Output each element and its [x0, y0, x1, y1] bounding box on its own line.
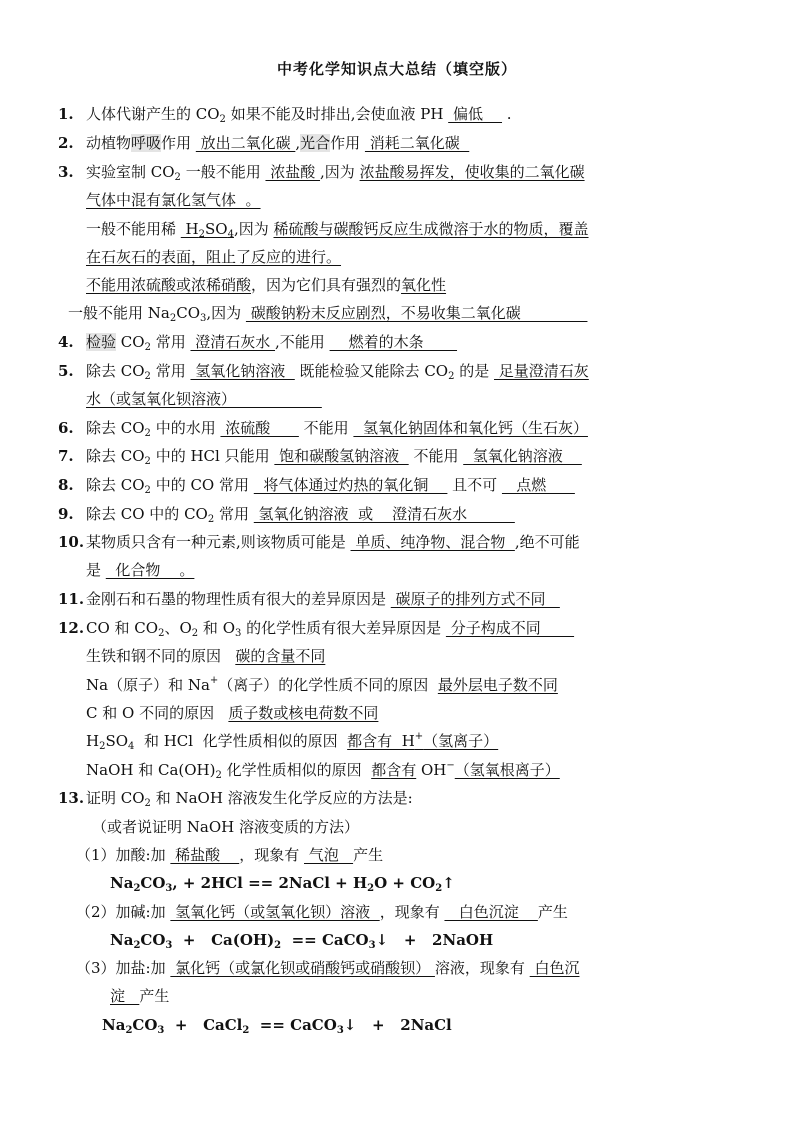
equation-3: $Na_2CO_3$ + CaCl$_2$ == CaCO$_3$↓ + 2NaCl: [102, 1016, 452, 1036]
method-1: （1）加酸:加 稀盐酸 ，现象有 气泡 产生: [76, 846, 384, 864]
item-5-cont: 水（或氢氧化钡溶液）: [86, 390, 322, 408]
page-title: 中考化学知识点大总结（填空版）: [276, 60, 517, 78]
item-3d: 一般不能用 $Na_2CO_3$,因为 碳酸钠粉末反应剧烈，不易收集二氧化碳: [68, 304, 588, 324]
item-12-co: C 和 O 不同的原因 质子数或核电荷数不同: [86, 704, 379, 722]
equation-2: $Na_2CO_3 + Ca(OH)_2$ == CaCO$_3$↓ + 2NaOH: [110, 931, 494, 951]
item-12-base: NaOH 和 $Ca(OH)_2$ 化学性质相似的原因 都含有 OH−（氢氧根离子）: [86, 760, 560, 781]
item-3c: 不能用浓硫酸或浓稀硝酸，因为它们具有强烈的氧化性: [86, 276, 447, 294]
item-12-acid: $H_2SO_4$ 和 HCl 化学性质相似的原因 都含有 H+（氢离子）: [86, 731, 499, 752]
method-3: （3）加盐:加 氯化钙（或氯化钡或硝酸钙或硝酸钡） 溶液，现象有 白色沉: [76, 959, 580, 977]
item-12-iron: 生铁和钢不同的原因 碳的含量不同: [86, 647, 326, 665]
item-3-cont: 气体中混有氯化氢气体 。: [86, 191, 261, 209]
method-2: （2）加碱:加 氢氧化钙（或氢氧化钡）溶液 ，现象有 白色沉淀 产生: [76, 903, 568, 921]
document-page: 中考化学知识点大总结（填空版） 1. 人体代谢产生的 $CO_2$ 如果不能及时排出,会使血液 PH 偏低 . 2. 动植物呼吸作用 放出二氧化碳 ,光合作用 消耗二氧化碳 3. 实验室制 $CO_2$ 一般不能用 浓盐酸 ,因为 浓盐酸易挥发，使收集的二氧化碳 气体中混有氯化氢气体 。 一般不能用稀 $H_2SO_4$,因为 稀硫酸与碳酸钙反应生成微溶于水的物质，覆盖 在石灰石的表面，阻止了反应的进行。 不能用浓硫酸或浓稀硝酸，因为它们具有强烈的氧化性 一般不能用 $Na_2CO_3$,因为 碳酸钠粉末反应剧烈，不易收集二氧化碳 4. 检验 $CO_2$ 常用 澄清石灰水 ,不能用 燃着的木条 5. 除去 $CO_2$ 常用 氢氧化钠溶液 既能检验又能除去 $CO_2$ 的是 足量澄清石灰 水（或氢氧化钡溶液） 6. 除去 $CO_2$ 中的水用 浓硫酸 不能用 氢氧化钠固体和氧化钙（生石灰） 7. 除去 $CO_2$ 中的 HCl 只能用 饱和碳酸氢钠溶液 不能用 氢氧化钠溶液 8. 除去 $CO_2$ 中的 CO 常用 将气体通过灼热的氧化铜 且不可 点燃 9. 除去 CO 中的 $CO_2$ 常用 氢氧化钠溶液 或 澄清石灰水 10. 某物质只含有一种元素,则该物质可能是 单质、纯净物、混合物 ,绝不可能 是 化合物 。 11. 金刚石和石墨的物理性质有很大的差异原因是 碳原子的排列方式不同 12. CO 和 $CO_2$、$O_2$ 和 $O_3$ 的化学性质有很大差异原因是 分子构成不同 生铁和钢不同的原因 碳的含量不同 Na（原子）和 Na+（离子）的化学性质不同的原因 最外层电子数不同 C 和 O 不同的原因 质子数或核电荷数不同 $H_2SO_4$ 和 HCl 化学性质相似的原因 都含有 H+（氢离子） NaOH 和 $Ca(OH)_2$ 化学性质相似的原因 都含有 OH−（氢氧根离子） 13. 证明 $CO_2$ 和 NaOH 溶液发生化学反应的方法是: （或者说证明 NaOH 溶液变质的方法） （1）加酸:加 稀盐酸 ，现象有 气泡 产生 $Na_2CO_3$, + 2HCl == 2NaCl + $H_2O$ + $CO_2↑$ （2）加碱:加 氢氧化钙（或氢氧化钡）溶液 ，现象有 白色沉淀 产生 $Na_2CO_3 + Ca(OH)_2$ == CaCO$_3$↓ + 2NaOH （3）加盐:加 氯化钙（或氯化钡或硝酸钙或硝酸钡） 溶液，现象有 白色沉 淀 产生 $Na_2CO_3$ + CaCl$_2$ == CaCO$_3$↓ + 2NaCl: [0, 0, 794, 1123]
method-3-cont: 淀 产生: [110, 987, 170, 1005]
item-3b: 一般不能用稀 $H_2SO_4$,因为 稀硫酸与碳酸钙反应生成微溶于水的物质，覆盖: [86, 220, 589, 240]
equation-1: $Na_2CO_3$, + 2HCl == 2NaCl + $H_2O$ + $CO_2↑$: [110, 874, 455, 894]
item-12-na: Na（原子）和 Na+（离子）的化学性质不同的原因 最外层电子数不同: [86, 675, 558, 694]
item-13-note: （或者说证明 NaOH 溶液变质的方法）: [92, 818, 359, 836]
item-10-cont: 是 化合物 。: [86, 561, 195, 579]
item-3b-cont: 在石灰石的表面，阻止了反应的进行。: [86, 248, 342, 266]
